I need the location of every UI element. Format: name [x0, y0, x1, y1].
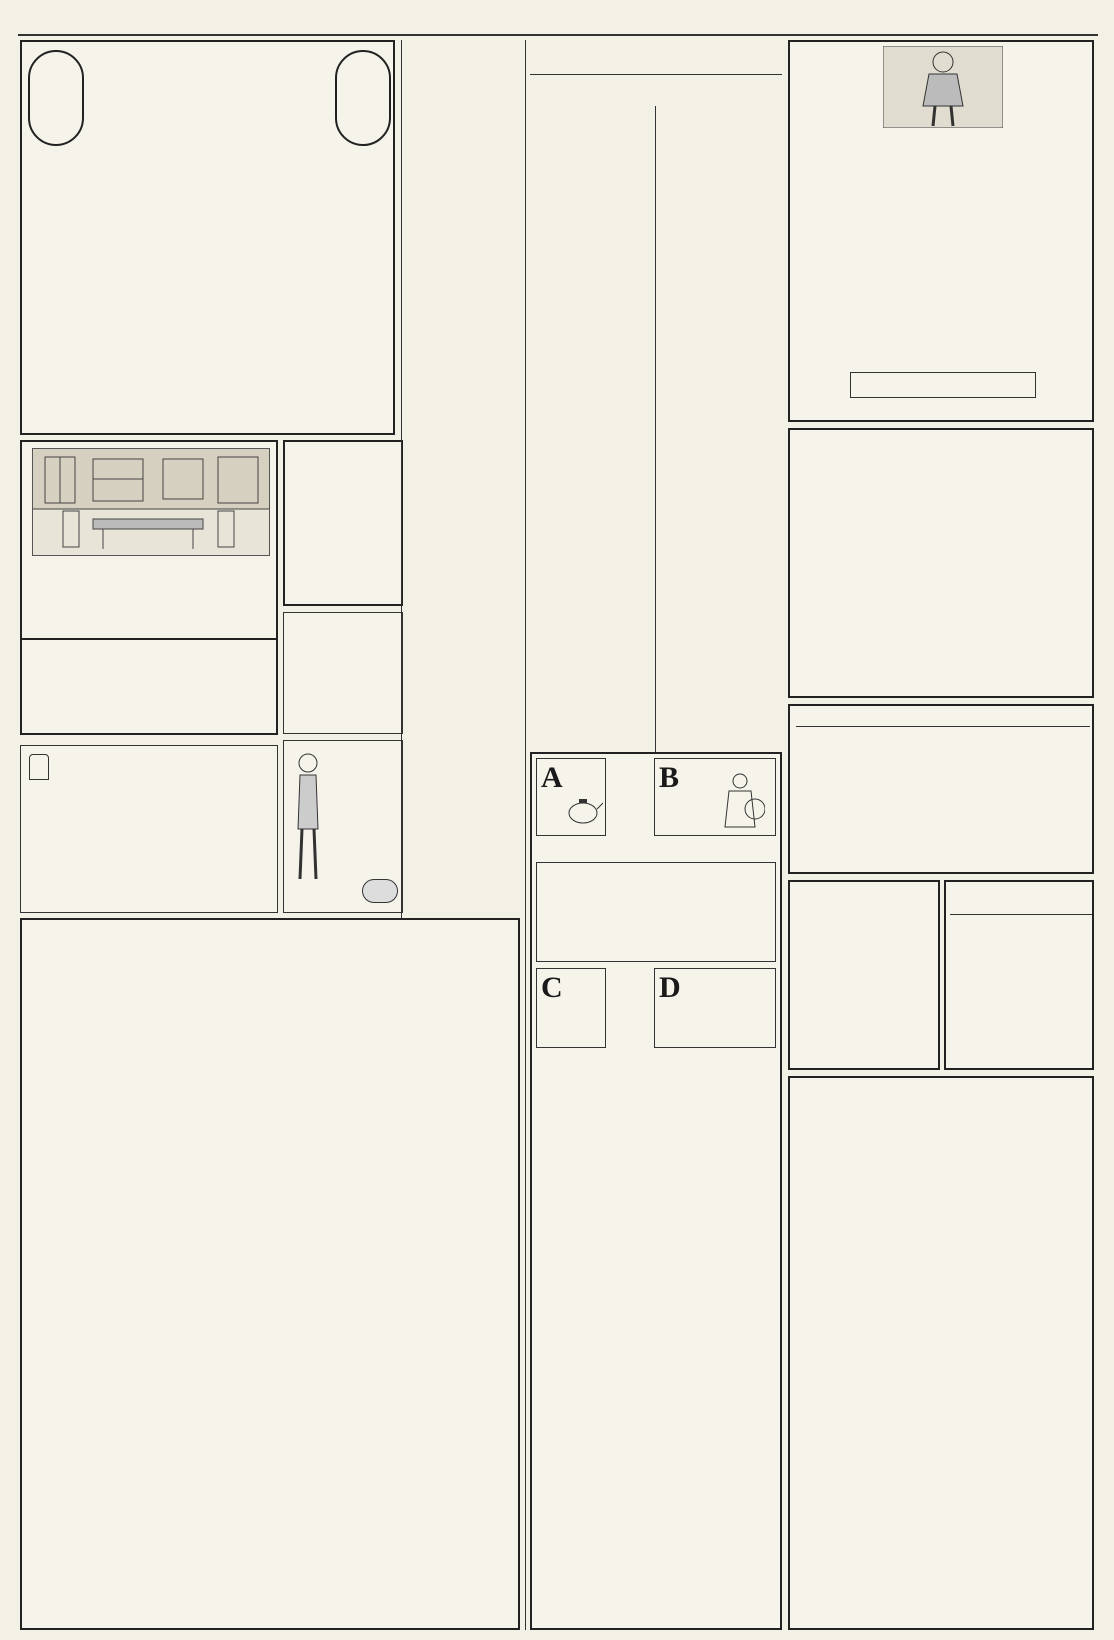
nurse-card [530, 568, 653, 658]
scoullar-dining-ad [20, 440, 278, 640]
amber-c-panel: C [536, 968, 606, 1048]
norbrunner-coal-ad [788, 880, 940, 1070]
heans-essence-article [659, 562, 782, 750]
amber-a-panel: A [536, 758, 606, 836]
campbell-groceries-ad [788, 704, 1094, 874]
dic-list-left [32, 320, 202, 323]
woman-col-right [659, 106, 782, 546]
george-kersley-hosiery-ad [788, 40, 1094, 422]
entertainments-column-cont [405, 1200, 523, 1620]
dic-list-right [217, 320, 387, 323]
dic-carpet-ad [20, 40, 395, 435]
nervous-people-ad [283, 440, 403, 606]
amber-tips-ad [530, 752, 782, 1630]
queen-brooders-ad [20, 745, 278, 913]
brooder-icon [29, 754, 49, 780]
hosiery-woman-illustration [883, 46, 1003, 128]
races-box [850, 372, 1036, 398]
fletchers-ad [283, 740, 403, 913]
dining-room-drawing [33, 449, 269, 555]
dining-room-illustration [32, 448, 270, 556]
header-rule [18, 34, 1098, 36]
britannia-icon [715, 769, 765, 829]
woman-col-left [530, 106, 653, 564]
buffalo-incubators-ad [788, 1076, 1094, 1630]
teapot-icon [563, 791, 603, 827]
dic-badge-right [335, 50, 391, 146]
bandaged-man-figure [288, 749, 328, 889]
dic-intro [82, 154, 340, 159]
dic-badge-left [28, 50, 84, 146]
furrier-ad [530, 660, 653, 746]
phoenix-peel-ad [283, 612, 403, 734]
scoullar-brand-ad [20, 640, 278, 735]
amber-b-panel: B [654, 758, 776, 836]
shino-dust-mops-ad [788, 428, 1094, 698]
seed-maize-ad [944, 880, 1094, 1070]
amber-main-panel [536, 862, 776, 962]
dining-copy [30, 582, 272, 638]
amber-d-panel: D [654, 968, 776, 1048]
hosiery-items [798, 242, 1088, 370]
product-tin-icon [362, 879, 398, 903]
